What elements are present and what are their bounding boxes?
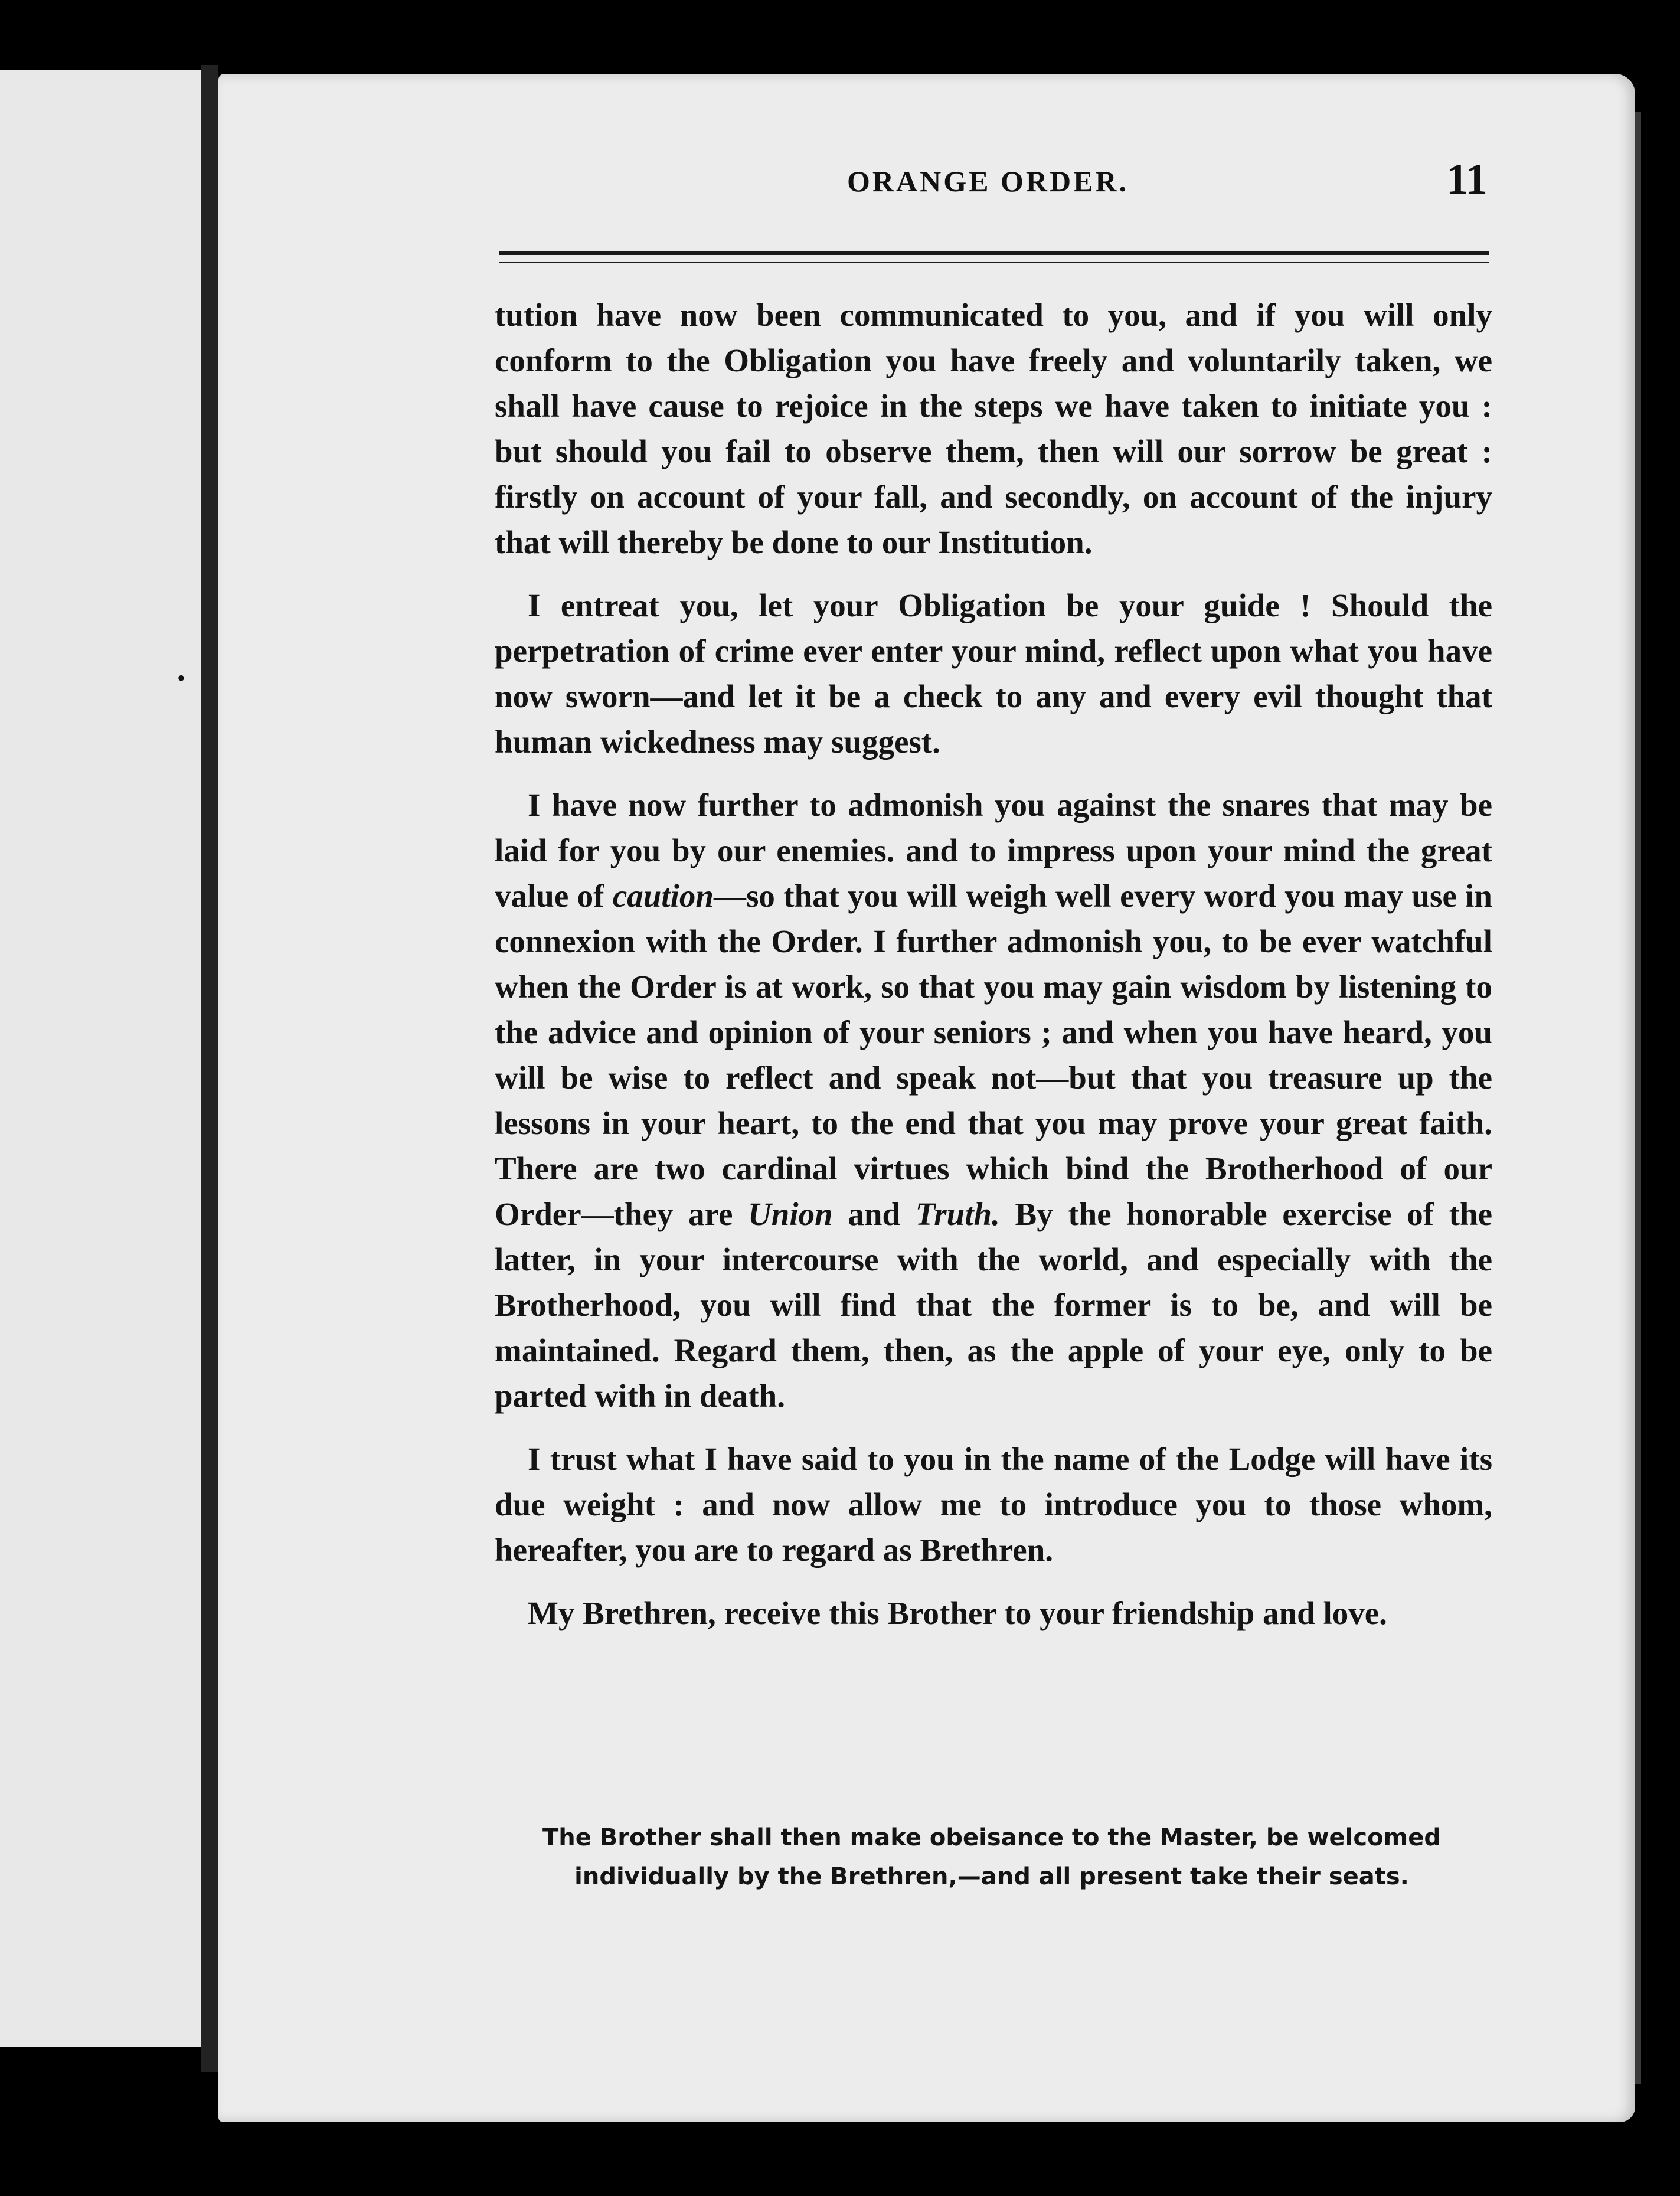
paragraph-3-part-d: By the honorable exercise of the latter, in your intercourse with the world, and especially with the Brotherhood, you will find that the former is to be, and will be maintained. Regard them, then, as the apple of your eye, only to be parted with in death.	[495, 1196, 1492, 1414]
paragraph-1: tution have now been communicated to you, and if you will only conform to the Obligation you have freely and voluntarily taken, we shall have cause to rejoice in the steps we have taken to initiate you : but should you fail to observe them, then will our sorrow be great : firstly on account of your fall, and secondly, on account of the injury that will thereby be done to our Institution.	[495, 297, 1492, 560]
page-edge-shadow	[1635, 112, 1641, 2084]
paragraph-3-part-b: —so that you will weigh well every word you may use in connexion with the Order. I further admonish you, to be ever watchful when the Order is at work, so that you may gain wisdom by listening to the advice and opinion of your seniors ; and when you have heard, you will be wise to reflect and speak not—but that you treasure up the lessons in your heart, to the end that you may prove your great faith. There are two cardinal virtues which bind the Brotherhood of our Order—they are	[495, 878, 1492, 1232]
rubric-instruction: The Brother shall then make obeisance to the Master, be welcomed individually by the Brethren,—and all present take their seats.	[542, 1824, 1441, 1890]
paragraph-2: I entreat you, let your Obligation be your guide ! Should the perpetration of crime ever enter your mind, reflect upon what you have now sworn—and let it be a check to any and every evil thought that human wickedness may suggest.	[495, 587, 1492, 760]
running-head: ORANGE ORDER.	[847, 165, 1129, 198]
italic-union: Union	[748, 1196, 833, 1232]
paragraph-3-part-a: I have now further to admonish you against the snares that may be laid for you by our enemies. and to impress upon your mind the great value of	[495, 787, 1492, 914]
italic-truth: Truth.	[915, 1196, 1000, 1232]
page-number: 11	[1446, 155, 1488, 204]
header-rule-thin	[499, 262, 1489, 263]
paragraph-4: I trust what I have said to you in the name of the Lodge will have its due weight : and now allow me to introduce you to those whom, hereafter, you are to regard as Brethren.	[495, 1441, 1492, 1568]
body-text	[495, 292, 1492, 1636]
paragraph-3-part-c: and	[832, 1196, 916, 1232]
paragraph-3	[495, 782, 1492, 1419]
paragraph-5: My Brethren, receive this Brother to your friendship and love.	[528, 1595, 1387, 1631]
left-page-edge	[0, 70, 206, 2047]
book-gutter	[201, 65, 218, 2072]
italic-caution: caution	[612, 878, 714, 914]
header-rule-thick	[499, 251, 1489, 255]
margin-mark: •	[177, 665, 186, 691]
